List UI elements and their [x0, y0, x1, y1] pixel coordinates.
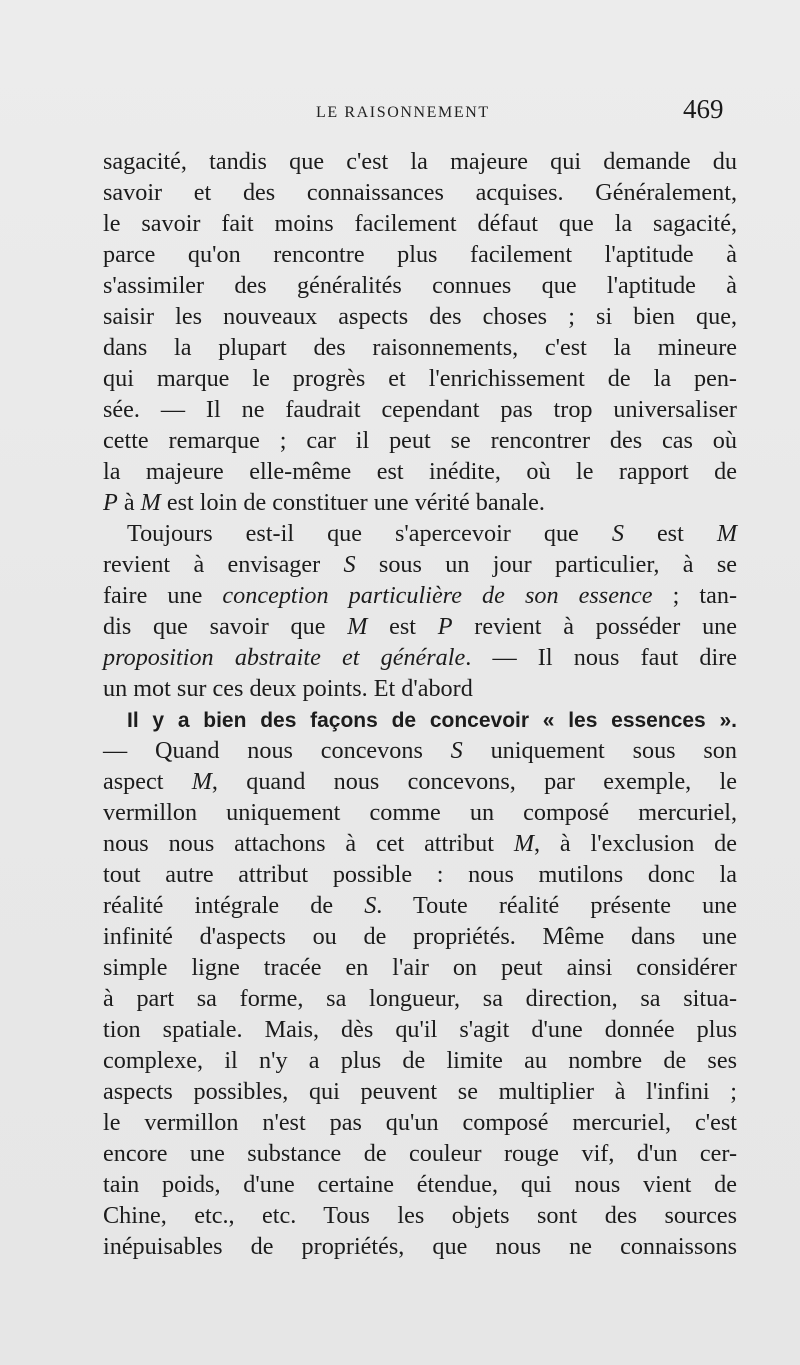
- text-line: saisir les nouveaux aspects des choses ; si bien que,: [103, 303, 737, 330]
- text-line: le vermillon n'est pas qu'un composé mercuriel, c'est: [103, 1109, 737, 1136]
- text-line: savoir et des connaissances acquises. Généralement,: [103, 179, 737, 206]
- text-line: réalité intégrale de S. Toute réalité présente une: [103, 892, 737, 919]
- text-line: vermillon uniquement comme un composé mercuriel,: [103, 799, 737, 826]
- section-heading-line: [103, 704, 737, 735]
- text-line: qui marque le progrès et l'enrichissement de la pen-: [103, 365, 737, 392]
- text-line: inépuisables de propriétés, que nous ne connaissons: [103, 1233, 737, 1260]
- text-line: proposition abstraite et générale. — Il nous faut dire: [103, 644, 737, 671]
- text-line: à part sa forme, sa longueur, sa direction, sa situa-: [103, 985, 737, 1012]
- text-line: infinité d'aspects ou de propriétés. Même dans une: [103, 923, 737, 950]
- text-line: complexe, il n'y a plus de limite au nombre de ses: [103, 1047, 737, 1074]
- text-line: Chine, etc., etc. Tous les objets sont des sources: [103, 1202, 737, 1229]
- text-line: la majeure elle-même est inédite, où le rapport de: [103, 458, 737, 485]
- text-line: faire une conception particulière de son essence ; tan-: [103, 582, 738, 609]
- running-head: [0, 94, 800, 130]
- text-line: tout autre attribut possible : nous mutilons donc la: [103, 861, 737, 888]
- text-line: tain poids, d'une certaine étendue, qui nous vient de: [103, 1171, 737, 1198]
- text-line: sée. — Il ne faudrait cependant pas trop universaliser: [103, 396, 737, 423]
- text-line: sagacité, tandis que c'est la majeure qui demande du: [103, 148, 737, 175]
- text-line: cette remarque ; car il peut se rencontrer des cas où: [103, 427, 737, 454]
- text-line: dis que savoir que M est P revient à posséder une: [103, 613, 737, 640]
- page-number: 469: [683, 94, 724, 124]
- text-line: simple ligne tracée en l'air on peut ainsi considérer: [103, 954, 737, 981]
- text-line: un mot sur ces deux points. Et d'abord: [103, 675, 473, 702]
- body-text: [103, 146, 737, 1262]
- text-line: Toujours est-il que s'apercevoir que S est M: [127, 520, 738, 547]
- text-line: P à M est loin de constituer une vérité banale.: [103, 489, 545, 516]
- text-line: le savoir fait moins facilement défaut que la sagacité,: [103, 210, 737, 237]
- text-line: encore une substance de couleur rouge vif, d'un cer-: [103, 1140, 737, 1167]
- text-line: nous nous attachons à cet attribut M, à l'exclusion de: [103, 830, 738, 857]
- text-line: — Quand nous concevons S uniquement sous son: [103, 737, 737, 764]
- text-line: aspects possibles, qui peuvent se multiplier à l'infini ;: [103, 1078, 737, 1105]
- section-heading: Il y a bien des façons de concevoir « les essences ».: [127, 709, 737, 732]
- running-title: LE RAISONNEMENT: [316, 104, 490, 121]
- text-line: aspect M, quand nous concevons, par exemple, le: [103, 768, 737, 795]
- text-line: tion spatiale. Mais, dès qu'il s'agit d'une donnée plus: [103, 1016, 737, 1043]
- text-line: parce qu'on rencontre plus facilement l'aptitude à: [103, 241, 737, 268]
- text-line: revient à envisager S sous un jour particulier, à se: [103, 551, 737, 578]
- text-line: s'assimiler des généralités connues que l'aptitude à: [103, 272, 737, 299]
- text-line: dans la plupart des raisonnements, c'est la mineure: [103, 334, 737, 361]
